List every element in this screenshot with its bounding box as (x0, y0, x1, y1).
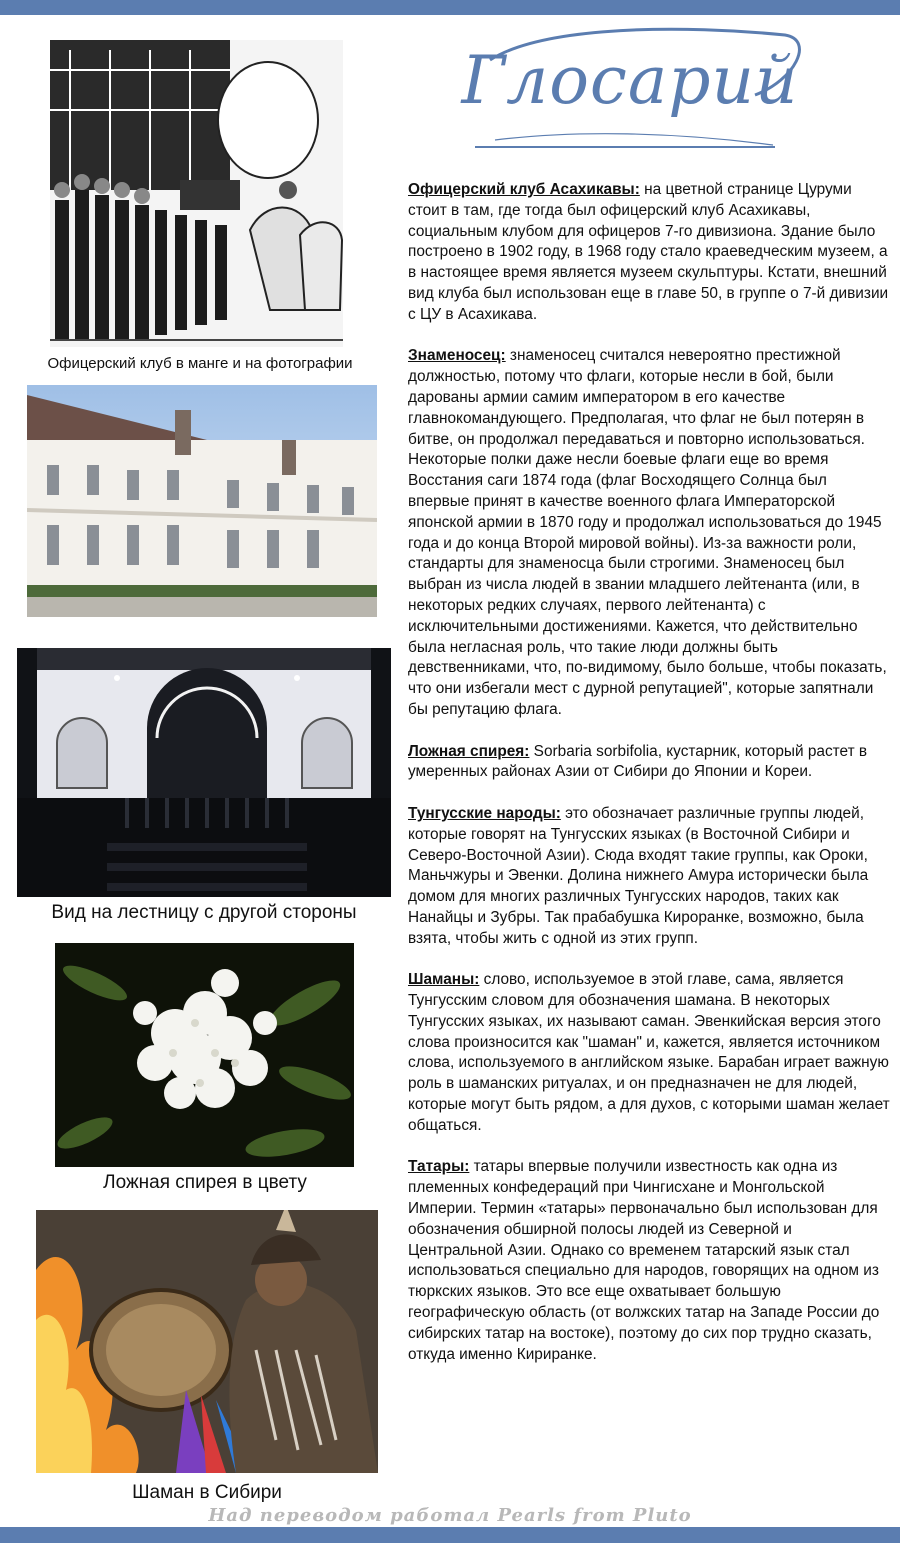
caption-spiraea: Ложная спирея в цвету (103, 1172, 307, 1193)
entry-term: Ложная спирея: (408, 742, 530, 760)
siberian-shaman-photo (36, 1210, 378, 1473)
entry-term: Знаменосец: (408, 347, 506, 365)
entry-false-spiraea (408, 742, 890, 784)
translator-credit: Над переводом работал Pearls from Pluto (208, 1505, 692, 1526)
entry-standard-bearer (408, 346, 890, 720)
caption-club: Офицерский клуб в манге и на фотографии (47, 355, 353, 372)
entry-term: Татары: (408, 1158, 470, 1176)
entry-tatars (408, 1157, 890, 1365)
bottom-border-band (0, 1527, 900, 1543)
caption-stairs: Вид на лестницу с другой стороны (51, 902, 357, 923)
glossary-entries (408, 180, 890, 1386)
entry-text: слово, используемое в этой главе, сама, является Тунгусским словом для обозначения шамана. В некоторых Тунгусских языках, их называют саман. Эвенкийская версия этого слова произносится как "шаман" и, кажется, является источником слова, используемого в английском языке. Барабан играет важную роль в шаманских ритуалах, и он предназначен не для людей, которые могут быть рядом, а для духов, с которыми шаман желает общаться. (408, 971, 890, 1134)
caption-shaman: Шаман в Сибири (132, 1482, 282, 1503)
entry-term: Офицерский клуб Асахикавы: (408, 181, 640, 198)
entry-tungusic-peoples (408, 804, 890, 950)
staircase-photo (17, 648, 391, 897)
entry-text: Sorbaria sorbifolia, кустарник, который растет в умеренных районах Азии от Сибири до Японии и Кореи. (408, 742, 868, 781)
entry-term: Шаманы: (408, 971, 480, 989)
officers-club-photo (27, 385, 377, 617)
false-spiraea-photo (55, 943, 354, 1167)
entry-officers-club (408, 180, 890, 326)
entry-term: Тунгусские народы: (408, 804, 561, 822)
entry-text: знаменосец считался невероятно престижной должностью, потому что флаги, которые несли в бой, были дарованы армии самим императором в его качестве главнокомандующего. Предполагая, что флаг не был потерян в битве, он продолжал передаваться и повторно использоваться. Некоторые полки даже несли боевые флаги еще во время Восстания саги 1874 года (флаг Восходящего Солнца был впервые принят в качестве военного флага Императорской японской армии в 1870 году и продолжал использоваться до 1945 года и до конца Второй мировой войны). Из-за важности роли, стандарты для знаменосца были строгими. Знаменосец был выбран из числа людей в звании младшего лейтенанта (или, в некоторых редких случаях, первого лейтенанта) с исключительными достижениями. Кажется, что действительно была негласная роль, что такие люди должны быть девственниками, что, по-видимому, было больше, чтобы показать, что они избегали мест с дурной репутацией", которые запятнали бы репутацию флага. (408, 347, 887, 718)
entry-text: татары впервые получили известность как одна из племенных конфедераций при Чингисхане и Монгольской Империи. Термин «татары» первоначально был использован для обозначения обширной полосы людей из Северной и Центральной Азии. Однако со временем татарский язык стал использоваться специально для народов, говорящих на одном из тюркских языков. Это все еще охватывает большую географическую область (от волжских татар на Западе России до сибирских татар на востоке), поэтому до сих пор трудно сказать, откуда именно Кириранке. (408, 1158, 880, 1363)
entry-text: это обозначает различные группы людей, которые говорят на Тунгусских языках (в Восточной Сибири и Северо-Восточной Азии). Сюда входят такие группы, как Ороки, Маньчжуры и Эвенки. Долина нижнего Амура исторически была домом для многих различных Тунгусских народов, таких как Нанайцы и Зубры. Так прабабушка Кироранке, возможно, была взята, чтобы жить с одной из этих групп. (408, 804, 869, 947)
entry-text: на цветной странице Цуруми стоит в там, где тогда был офицерский клуб Асахикавы, социальным клубом для офицеров 7-го дивизиона. Здание было построено в 1902 году, в 1968 году стало краеведческим музеем, а в настоящее время является музеем скульптуры. Кстати, внешний вид клуба был использован еще в главе 50, в группе о 7-й дивизии с ЦУ в Асахикава. (408, 181, 889, 323)
entry-shamans (408, 970, 890, 1136)
top-border-band (0, 0, 900, 15)
manga-officers-club-image (50, 40, 343, 347)
page-title: Глосарий (461, 42, 799, 119)
glossary-title-block (455, 20, 805, 155)
